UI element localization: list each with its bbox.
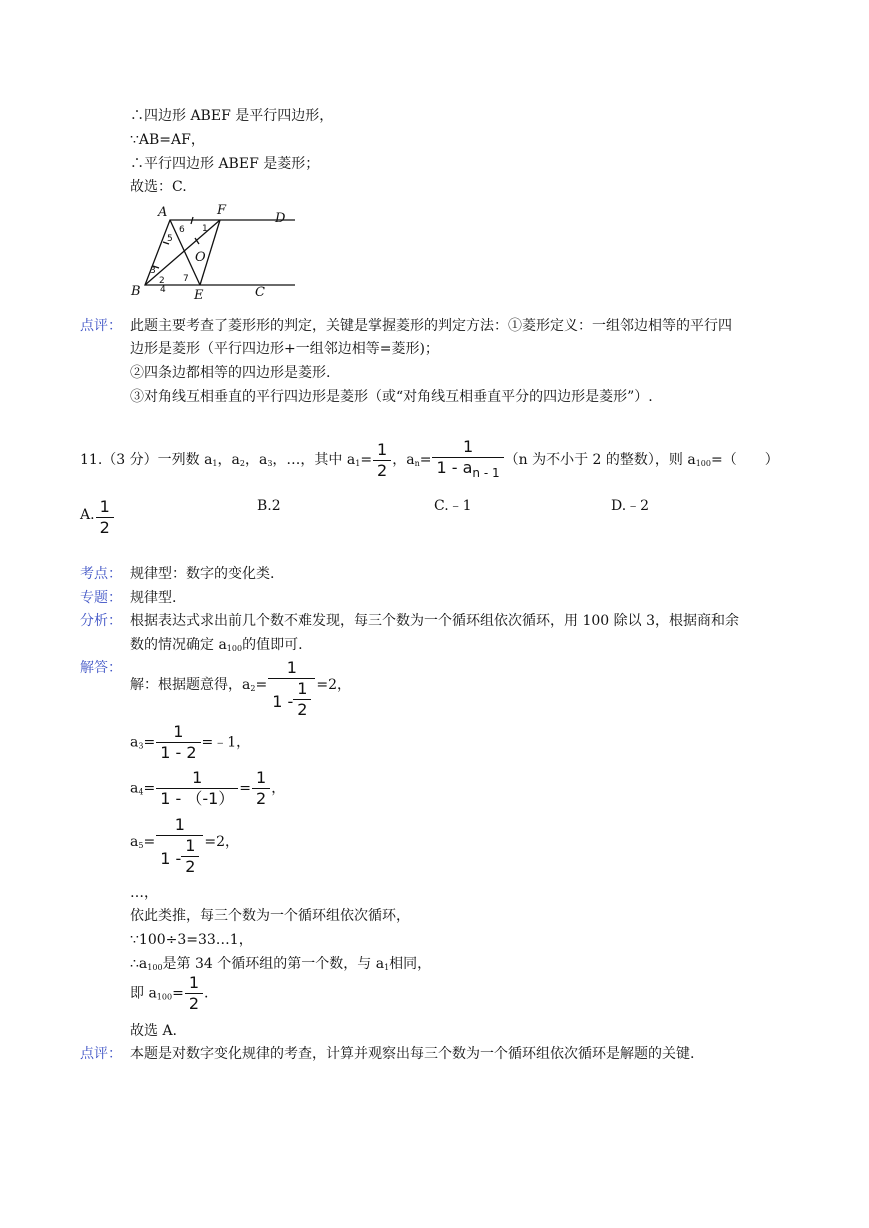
option-b: B.2 <box>257 498 281 514</box>
fenxi-line-1: 根据表达式求出前几个数不难发现，每三个数为一个循环组依次循环，用 100 除以 3，根据商和余 <box>130 613 739 629</box>
proof-line-3: ∴平行四边形 ABEF 是菱形； <box>130 156 320 172</box>
svg-text:6: 6 <box>179 225 185 235</box>
zhuanti-text: 规律型. <box>130 590 177 606</box>
fraction-half: $\frac{1}{2}$ <box>373 440 391 481</box>
parallelogram-abcd <box>145 220 295 285</box>
option-a: A. $\frac{1}{2}$ <box>80 495 115 538</box>
jieda-tag: 解答： <box>80 660 122 676</box>
proof-line-1: ∴四边形 ABEF 是平行四边形， <box>130 108 334 124</box>
solution-line-8: $\therefore a_{100}$是第 34 个循环组的第一个数，与 $a_1$相同， <box>130 956 432 972</box>
kaodian-text: 规律型：数字的变化类. <box>130 566 275 582</box>
zhuanti-tag: 专题： <box>80 590 122 606</box>
question-11: 11.（3 分）一列数 $a_1$，$a_2$，$a_3$，…，其中 $a_1=$ $\frac{1}{2}$ ，$a_n=$ $\frac{1}{1 - a_{n - 1}}$ （n 为不小于 2 的整数），则 $a_{100}=$（ ） <box>80 437 779 484</box>
solution-line-3: $a_4=$ $\frac{1}{1 - (-1)}$ = $\frac{1}{2}$ ， <box>130 768 286 808</box>
fenxi-line-2: 数的情况确定 $a_{100}$的值即可. <box>130 637 303 653</box>
comment-line-4: ③对角线互相垂直的平行四边形是菱形（或“对角线互相垂直平分的四边形是菱形”）. <box>130 389 653 405</box>
proof-line-2: ∵AB=AF， <box>130 132 205 148</box>
label-e: E <box>194 288 204 303</box>
comment-tag: 点评： <box>80 318 122 334</box>
svg-text:7: 7 <box>183 274 189 284</box>
fraction-an: $\frac{1}{1 - a_{n - 1}}$ <box>432 437 503 483</box>
solution-line-6: 依此类推，每三个数为一个循环组依次循环， <box>130 908 410 924</box>
solution-dots: …， <box>130 885 158 901</box>
comment2-text: 本题是对数字变化规律的考查，计算并观察出每三个数为一个循环组依次循环是解题的关键. <box>130 1046 695 1062</box>
comment2-tag: 点评： <box>80 1046 122 1062</box>
option-c: C.﹣1 <box>434 498 472 514</box>
svg-text:3: 3 <box>150 266 156 276</box>
proof-line-4: 故选：C. <box>130 179 187 195</box>
parallelogram-figure <box>125 200 295 305</box>
solution-line-9: 即 $a_{100}=$ $\frac{1}{2}$ . <box>130 973 209 1013</box>
kaodian-tag: 考点： <box>80 566 122 582</box>
label-a: A <box>158 205 168 220</box>
label-d: D <box>275 211 286 226</box>
comment-line-2: 边形是菱形（平行四边形+一组邻边相等=菱形)； <box>130 341 439 357</box>
svg-text:4: 4 <box>160 285 166 295</box>
svg-text:1: 1 <box>202 224 208 234</box>
label-b: B <box>131 284 141 299</box>
option-d: D.﹣2 <box>611 498 650 514</box>
comment-line-3: ②四条边都相等的四边形是菱形. <box>130 365 331 381</box>
solution-line-7: ∵100÷3=33…1， <box>130 932 253 948</box>
svg-text:2: 2 <box>159 276 165 286</box>
solution-line-4: $a_5=$ 1 1 - $\frac{1}{2}$ =2， <box>130 815 240 876</box>
fenxi-tag: 分析： <box>80 613 122 629</box>
svg-text:5: 5 <box>167 234 173 244</box>
solution-line-1: 解：根据题意得，$a_2=$ 1 1 - $\frac{1}{2}$ =2， <box>130 658 352 719</box>
label-o: O <box>195 250 206 265</box>
solution-line-10: 故选 A. <box>130 1023 178 1039</box>
label-c: C <box>255 285 265 300</box>
label-f: F <box>217 203 227 218</box>
comment-line-1: 此题主要考查了菱形形的判定，关键是掌握菱形的判定方法：①菱形定义：一组邻边相等的平行四 <box>130 318 732 334</box>
solution-line-2: $a_3=$ $\frac{1}{1 - 2}$ =﹣1， <box>130 722 251 762</box>
